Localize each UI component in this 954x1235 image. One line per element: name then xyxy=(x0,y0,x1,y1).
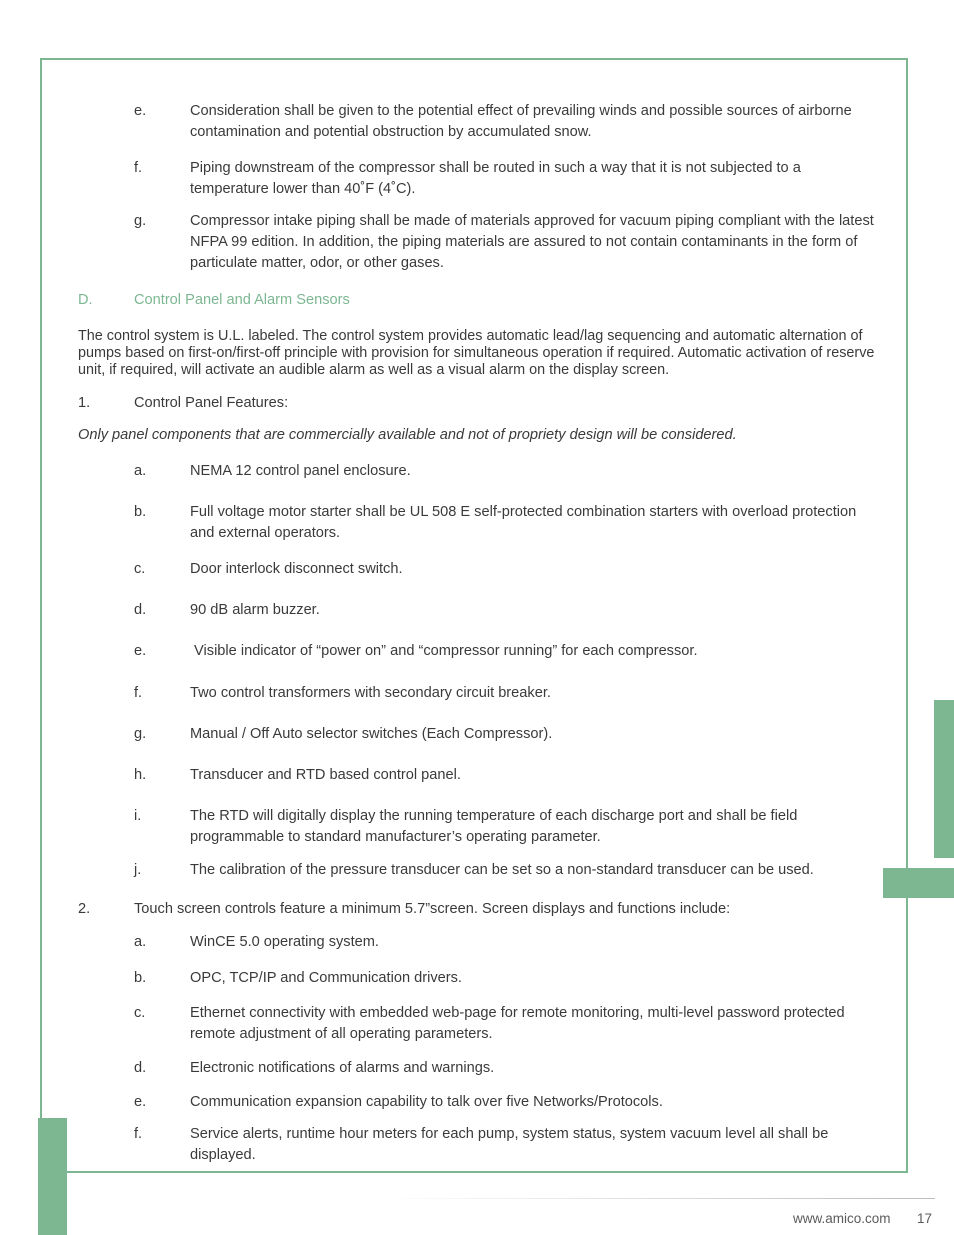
feature-text-c: Door interlock disconnect switch. xyxy=(190,561,403,577)
side-tab-vertical xyxy=(934,700,954,858)
section-d-label: D. xyxy=(78,292,93,308)
section-d-title: Control Panel and Alarm Sensors xyxy=(134,292,350,308)
item-top-text-f: Piping downstream of the compressor shall be routed in such a way that it is not subjected to a temperature lower than 40˚F (4˚C). xyxy=(190,160,801,197)
screen-feature-label-c: c. xyxy=(134,1005,146,1021)
feature-text-d: 90 dB alarm buzzer. xyxy=(190,602,320,618)
item-2-text: Touch screen controls feature a minimum 5.7”screen. Screen displays and functions include: xyxy=(134,901,731,917)
footer-divider xyxy=(380,1198,935,1199)
feature-label-c: c. xyxy=(134,561,146,577)
item-top-label-f: f. xyxy=(134,160,143,176)
corner-block xyxy=(38,1118,67,1235)
feature-text-h: Transducer and RTD based control panel. xyxy=(190,767,461,783)
feature-label-f: f. xyxy=(134,685,143,701)
item-top-text-e: Consideration shall be given to the potential effect of prevailing winds and possible sources of airborne contamination and potential obstruction by accumulated snow. xyxy=(190,103,852,140)
feature-label-b: b. xyxy=(134,504,147,520)
screen-feature-text-c: Ethernet connectivity with embedded web-page for remote monitoring, multi-level password protected remote adjustment of all operating parameters. xyxy=(190,1005,845,1042)
item-top-label-e: e. xyxy=(134,103,147,119)
screen-feature-label-f: f. xyxy=(134,1126,143,1142)
footer-url[interactable]: www.amico.com xyxy=(793,1211,891,1226)
screen-feature-label-a: a. xyxy=(134,934,147,950)
screen-feature-text-e: Communication expansion capability to talk over five Networks/Protocols. xyxy=(190,1094,663,1110)
feature-label-h: h. xyxy=(134,767,147,783)
feature-text-b: Full voltage motor starter shall be UL 508 E self-protected combination starters with overload protection and external operators. xyxy=(190,504,857,541)
feature-text-f: Two control transformers with secondary circuit breaker. xyxy=(190,685,551,701)
feature-text-a: NEMA 12 control panel enclosure. xyxy=(190,463,411,479)
feature-label-a: a. xyxy=(134,463,147,479)
page-number: 17 xyxy=(917,1211,933,1226)
feature-label-g: g. xyxy=(134,726,147,742)
feature-text-j: The calibration of the pressure transducer can be set so a non-standard transducer can be used. xyxy=(190,862,814,878)
feature-label-i: i. xyxy=(134,808,142,824)
side-tab-horizontal xyxy=(883,868,954,898)
screen-feature-label-b: b. xyxy=(134,970,147,986)
item-1-label: 1. xyxy=(78,395,91,411)
screen-feature-text-f: Service alerts, runtime hour meters for each pump, system status, system vacuum level all shall be displayed. xyxy=(190,1126,829,1163)
item-1-text: Control Panel Features: xyxy=(134,395,289,411)
screen-feature-text-a: WinCE 5.0 operating system. xyxy=(190,934,379,950)
feature-label-d: d. xyxy=(134,602,147,618)
feature-text-g: Manual / Off Auto selector switches (Each Compressor). xyxy=(190,726,553,742)
screen-feature-text-b: OPC, TCP/IP and Communication drivers. xyxy=(190,970,462,986)
screen-feature-label-e: e. xyxy=(134,1094,147,1110)
item-top-label-g: g. xyxy=(134,213,147,229)
screen-feature-label-d: d. xyxy=(134,1060,147,1076)
note-italic: Only panel components that are commercially available and not of propriety design will be considered. xyxy=(78,427,737,443)
feature-text-i: The RTD will digitally display the running temperature of each discharge port and shall be field programmable to standard manufacturer’s operating parameter. xyxy=(190,808,798,845)
feature-label-j: j. xyxy=(134,862,142,878)
screen-feature-text-d: Electronic notifications of alarms and warnings. xyxy=(190,1060,495,1076)
item-2-label: 2. xyxy=(78,901,91,917)
item-top-text-g: Compressor intake piping shall be made of materials approved for vacuum piping compliant with the latest NFPA 99 edition. In addition, the piping materials are assured to not contain contaminants in the form of particulate matter, odor, or other gases. xyxy=(190,213,874,271)
feature-text-e: Visible indicator of “power on” and “compressor running” for each compressor. xyxy=(190,643,698,659)
intro-paragraph: The control system is U.L. labeled. The control system provides automatic lead/lag sequencing and automatic alternation of pumps based on first-on/first-off principle with provision for simultaneous operation if required. Automatic activation of reserve unit, if required, will activate an audible alarm as well as a visual alarm on the display screen. xyxy=(78,328,875,378)
feature-label-e: e. xyxy=(134,643,147,659)
